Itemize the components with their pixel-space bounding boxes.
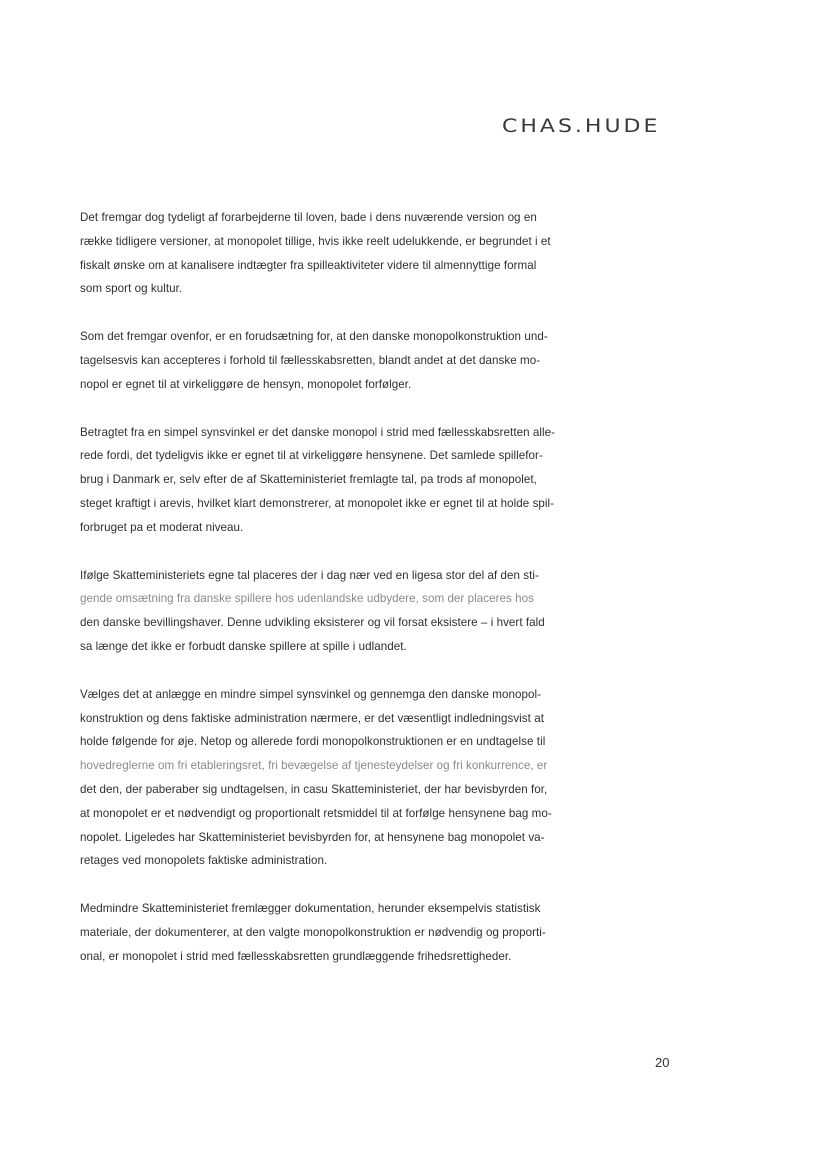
paragraph-2 <box>80 325 680 396</box>
text-line: gende omsætning fra danske spillere hos udenlandske udbydere, som der placeres hos <box>80 592 534 606</box>
text-line: Det fremgar dog tydeligt af forarbejderne til loven, bade i dens nuværende version og en <box>80 211 537 224</box>
paragraph-6 <box>80 897 680 968</box>
text-line: tagelsesvis kan accepteres i forhold til fællesskabsretten, blandt andet at det danske mo- <box>80 353 541 367</box>
text-line: Vælges det at anlægge en mindre simpel synsvinkel og gennemga den danske monopol- <box>80 687 541 701</box>
text-line: retages ved monopolets faktiske administration. <box>80 854 328 868</box>
text-line: steget kraftigt i arevis, hvilket klart demonstrerer, at monopolet ikke er egnet til at holde spil- <box>80 496 555 510</box>
paragraph-5 <box>80 683 680 873</box>
text-line: Betragtet fra en simpel synsvinkel er det danske monopol i strid med fællesskabsretten alle- <box>80 425 556 439</box>
text-line: holde følgende for øje. Netop og allerede fordi monopolkonstruktionen er en undtagelse til <box>80 735 546 749</box>
text-line: sa længe det ikke er forbudt danske spillere at spille i udlandet. <box>80 639 407 653</box>
text-line: rede fordi, det tydeligvis ikke er egnet til at virkeliggøre hensynene. Det samlede spillefor- <box>80 449 543 463</box>
text-line: brug i Danmark er, selv efter de af Skatteministeriet fremlagte tal, pa trods af monopolet, <box>80 473 537 487</box>
text-line: at monopolet er et nødvendigt og proportionalt retsmiddel til at forfølge hensynene bag mo- <box>80 806 552 820</box>
text-line: fiskalt ønske om at kanalisere indtægter fra spilleaktiviteter videre til almennyttige formal <box>80 258 537 272</box>
text-line: som sport og kultur. <box>80 282 183 296</box>
text-line: det den, der paberaber sig undtagelsen, in casu Skatteministeriet, der har bevisbyrden for, <box>80 782 548 796</box>
text-line: materiale, der dokumenterer, at den valgte monopolkonstruktion er nødvendig og proporti- <box>80 925 546 939</box>
company-logo: CHAS.HUDE <box>502 116 661 138</box>
text-line: nopol er egnet til at virkeliggøre de hensyn, monopolet forfølger. <box>80 377 412 391</box>
text-line: nopolet. Ligeledes har Skatteministeriet bevisbyrden for, at hensynene bag monopolet va- <box>80 830 545 844</box>
text-line: Medmindre Skatteministeriet fremlægger dokumentation, herunder eksempelvis statistisk <box>80 902 541 916</box>
paragraph-1 <box>80 206 680 301</box>
text-line: række tidligere versioner, at monopolet tillige, hvis ikke reelt udelukkende, er begrundet i et <box>80 234 551 248</box>
page-number: 20 <box>655 1055 670 1070</box>
text-line: den danske bevillingshaver. Denne udvikling eksisterer og vil forsat eksistere – i hvert fald <box>80 616 545 630</box>
paragraph-4 <box>80 564 680 659</box>
text-line: onal, er monopolet i strid med fællesskabsretten grundlæggende frihedsrettigheder. <box>80 949 512 963</box>
text-line: forbruget pa et moderat niveau. <box>80 520 244 534</box>
text-line: hovedreglerne om fri etableringsret, fri bevægelse af tjenesteydelser og fri konkurrence, er <box>80 759 548 773</box>
document-body <box>80 206 680 993</box>
text-line: Ifølge Skatteministeriets egne tal placeres der i dag nær ved en ligesa stor del af den sti- <box>80 568 539 582</box>
text-line: konstruktion og dens faktiske administration nærmere, er det væsentligt indledningsvist at <box>80 711 544 725</box>
paragraph-3 <box>80 421 680 540</box>
text-line: Som det fremgar ovenfor, er en forudsætning for, at den danske monopolkonstruktion und- <box>80 330 548 344</box>
